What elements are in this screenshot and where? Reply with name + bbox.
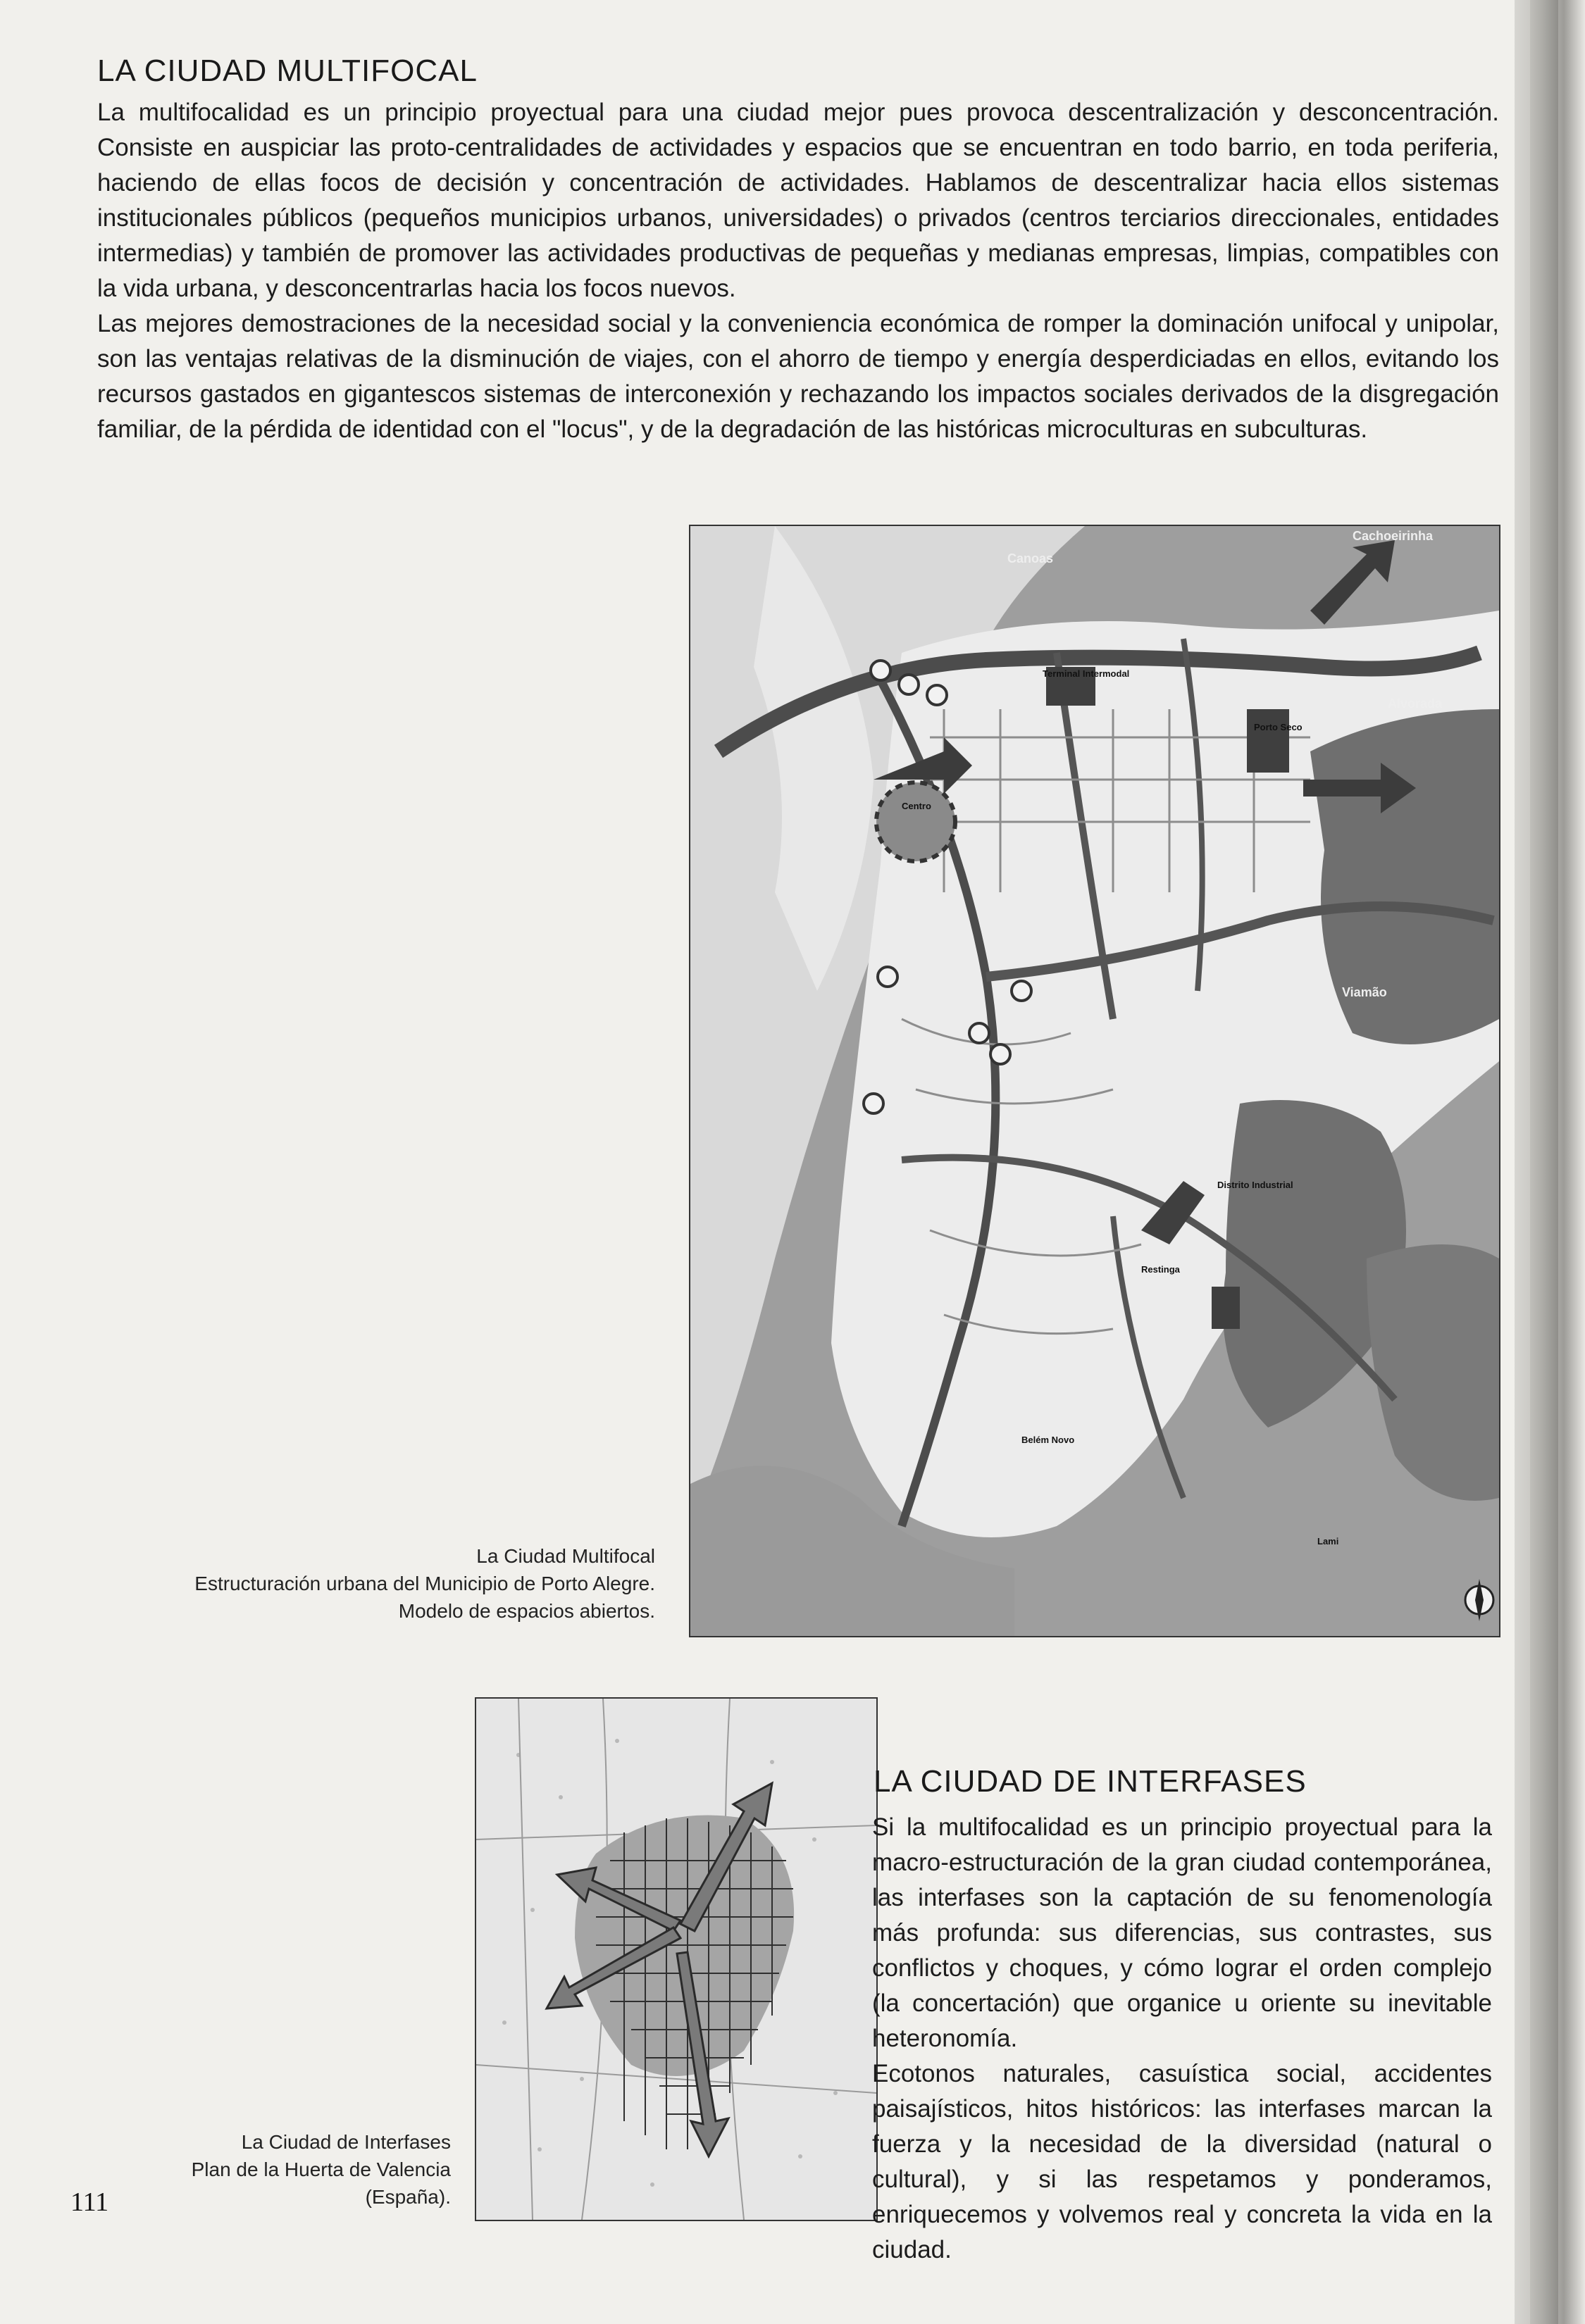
map-label-centro: Centro [902,801,931,811]
map-label-porto-seco: Porto Seco [1254,722,1303,732]
map-label-distrito: Distrito Industrial [1217,1180,1293,1190]
paragraph-interfases-2: Ecotonos naturales, casuística social, accidentes paisajísticos, hitos históricos: las interfases marcan la fuerza y la necesidad de la diversidad (natural o cultural), y si las respetamos y ponderamos, enriquecemos y volvemos real y concreta la vida en la ciudad. [872,2060,1492,2263]
section-title-multifocal: LA CIUDAD MULTIFOCAL [97,54,478,88]
figure1-caption-line2: Estructuración urbana del Municipio de Porto Alegre. [194,1573,655,1594]
section-title-interfases: LA CIUDAD DE INTERFASES [874,1764,1307,1799]
map-label-viamao: Viamão [1342,985,1387,999]
figure1-caption-line1: La Ciudad Multifocal [476,1545,655,1567]
map-label-alvorada: Alvorada [1388,696,1443,711]
page-binding-shadow [1515,0,1585,2324]
map-label-cachoeirinha: Cachoeirinha [1353,529,1434,543]
page-number: 111 [70,2187,109,2217]
paragraph-interfases-1: Si la multifocalidad es un principio proyectual para la macro-estructuración de la gran ciudad contemporánea, las interfases son la captación de su fenomenología más profunda: sus diferencias, sus contrastes, sus conflictos y choques, y cómo lograr el orden complejo (la concertación) que organice u oriente su inevitable heteronomía. [872,1813,1492,2052]
valencia-map-drawing [476,1699,876,2220]
map-label-terminal: Terminal Intermodal [1043,668,1130,679]
map-label-restinga: Restinga [1141,1264,1180,1275]
valencia-map [475,1697,878,2221]
figure1-caption [92,1542,655,1625]
figure2-caption-line1: La Ciudad de Interfases [241,2131,451,2153]
map-label-belem: Belém Novo [1021,1435,1075,1445]
map-label-lami: Lami [1317,1536,1339,1547]
figure2-caption [113,2128,451,2211]
figure2-caption-line2: Plan de la Huerta de Valencia [191,2159,451,2180]
paragraph-multifocal-1: La multifocalidad es un principio proyectual para una ciudad mejor pues provoca descentralización y desconcentración. Consiste en auspiciar las proto-centralidades de actividades y espacios que se encuentran en todo barrio, en toda periferia, haciendo de ellas focos de decisión y concentración de actividades. Hablamos de descentralizar hacia ellos sistemas institucionales públicos (pequeños municipios urbanos, universidades) o privados (centros terciarios direccionales, entidades intermedias) y también de promover las actividades productivas de pequeñas y medianas empresas, limpias, compatibles con la vida urbana, y desconcentrarlas hacia los focos nuevos. [97,99,1499,302]
figure1-caption-line3: Modelo de espacios abiertos. [398,1600,655,1622]
porto-alegre-map-drawing [690,526,1499,1636]
paragraph-multifocal-2: Las mejores demostraciones de la necesidad social y la conveniencia económica de romper la dominación unifocal y unipolar, son las ventajas relativas de la disminución de viajes, con el ahorro de tiempo y energía desperdiciadas en ellos, evitando los recursos gastados en gigantescos sistemas de interconexión y rechazando los impactos sociales derivados de la disgregación familiar, de la pérdida de identidad con el "locus", y de la degradación de las históricas microculturas en subculturas. [97,310,1499,443]
figure2-caption-line3: (España). [365,2186,451,2208]
porto-alegre-map [689,525,1500,1637]
map-label-canoas: Canoas [1007,551,1054,566]
